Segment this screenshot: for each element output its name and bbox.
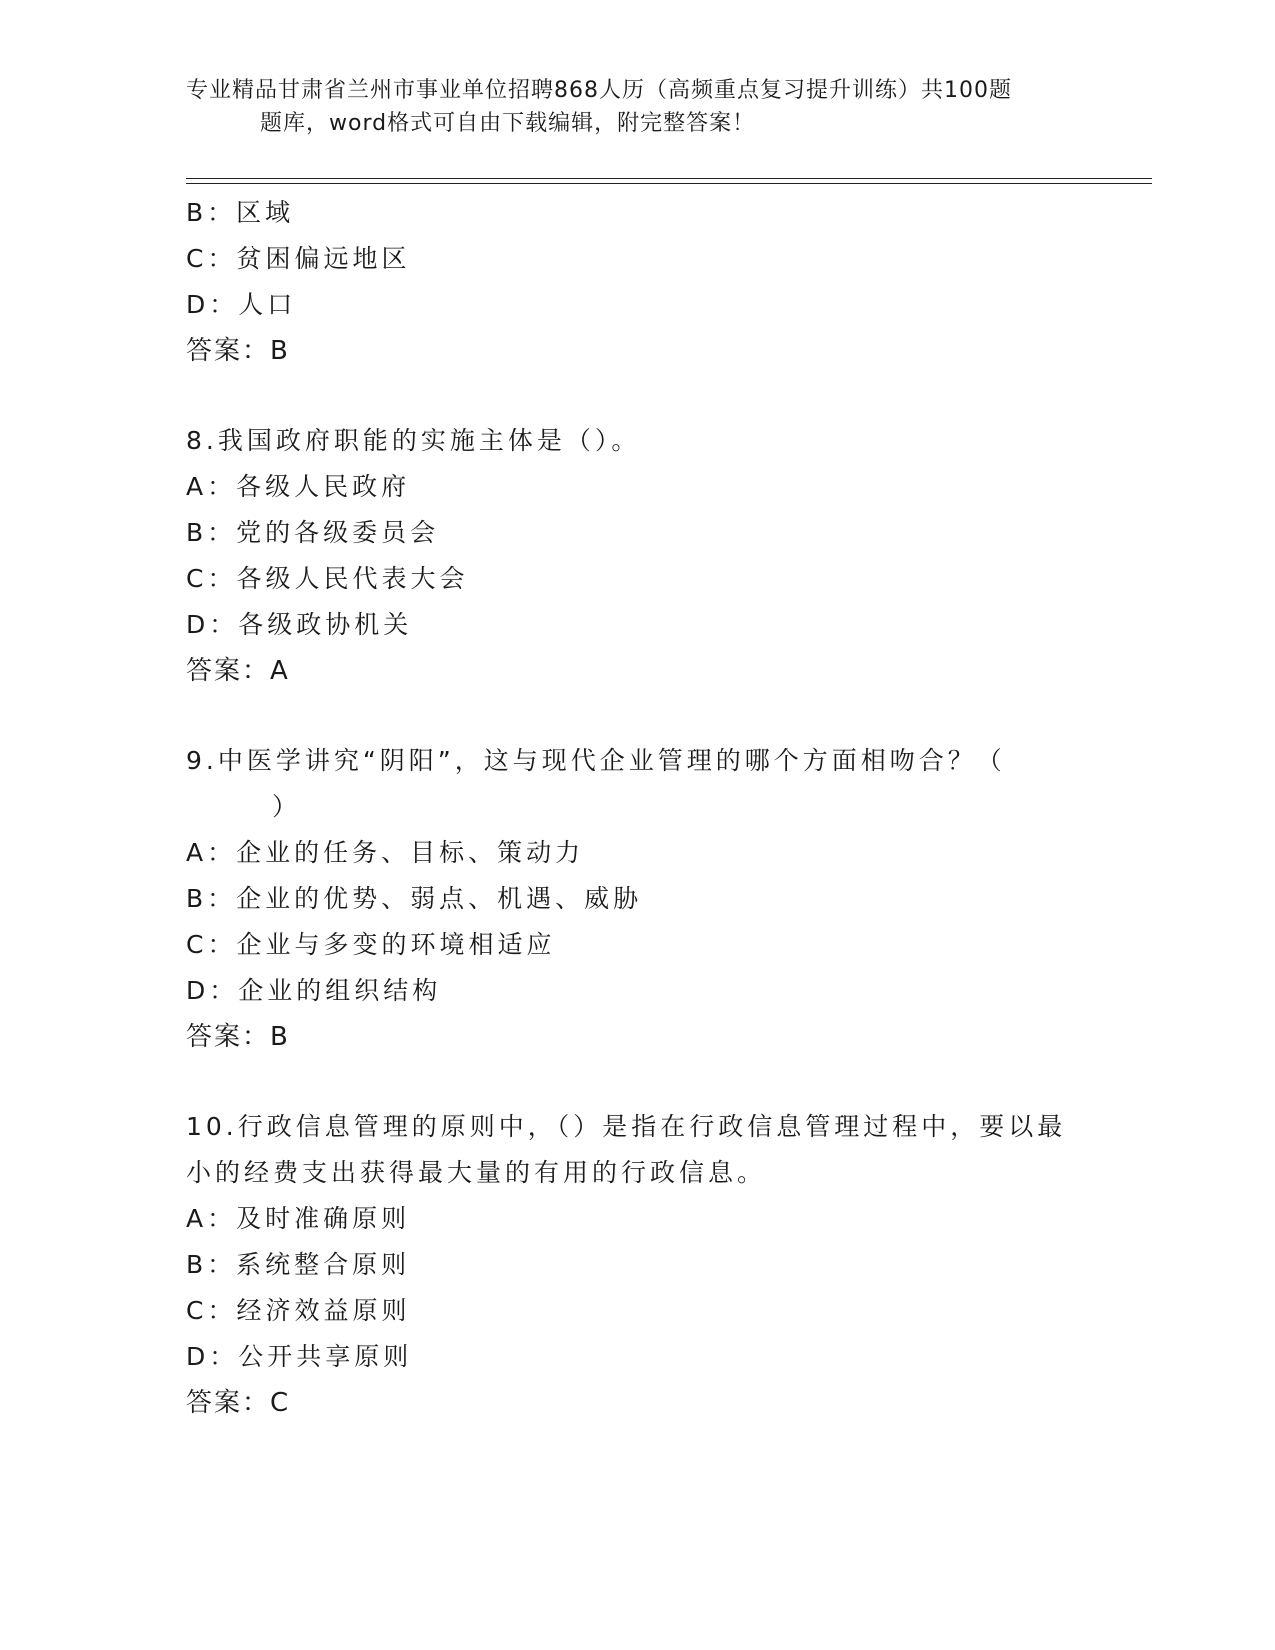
- question-10-block: [186, 1104, 1086, 1426]
- q7-answer: 答案：B: [186, 336, 290, 366]
- q8-option-a: A：各级人民政府: [186, 472, 411, 501]
- header-title-line1: 专业精品甘肃省兰州市事业单位招聘868人历（高频重点复习提升训练）共100题: [186, 78, 1012, 103]
- q8-option-b: B：党的各级委员会: [186, 518, 440, 547]
- spacer: [186, 374, 1086, 418]
- q10-question-line1: 10.行政信息管理的原则中，（）是指在行政信息管理过程中，要以最: [186, 1112, 1067, 1141]
- q9-option-c: C：企业与多变的环境相适应: [186, 930, 556, 959]
- question-9-block: [186, 738, 1086, 1060]
- q9-option-b: B：企业的优势、弱点、机遇、威胁: [186, 884, 643, 913]
- q8-option-d: D：各级政协机关: [186, 610, 413, 639]
- q9-option-a: A：企业的任务、目标、策动力: [186, 838, 585, 867]
- q9-answer: 答案：B: [186, 1022, 290, 1052]
- header-divider-top: [186, 178, 1152, 179]
- question-8-block: [186, 418, 1086, 694]
- q10-question-line2: 小的经费支出获得最大量的有用的行政信息。: [186, 1158, 767, 1187]
- header-title-line2: 题库，word格式可自由下载编辑，附完整答案！: [260, 111, 756, 136]
- q10-option-b: B：系统整合原则: [186, 1250, 411, 1279]
- document-header: [186, 74, 1086, 140]
- question-7-block: [186, 190, 1086, 374]
- q10-option-c: C：经济效益原则: [186, 1296, 411, 1325]
- q7-option-c: C：贫困偏远地区: [186, 244, 411, 273]
- q8-question: 8.我国政府职能的实施主体是（）。: [186, 426, 641, 455]
- spacer: [186, 694, 1086, 738]
- q8-option-c: C：各级人民代表大会: [186, 564, 469, 593]
- q9-option-d: D：企业的组织结构: [186, 976, 442, 1005]
- q8-answer: 答案：A: [186, 656, 290, 686]
- question-list: [186, 190, 1086, 1426]
- q10-option-d: D：公开共享原则: [186, 1342, 413, 1371]
- q10-answer: 答案：C: [186, 1388, 291, 1418]
- header-divider-bottom: [186, 183, 1152, 184]
- q10-option-a: A：及时准确原则: [186, 1204, 411, 1233]
- q9-question-line1: 9.中医学讲究“阴阳”，这与现代企业管理的哪个方面相吻合？（: [186, 746, 1006, 775]
- q7-option-d: D：人口: [186, 290, 297, 319]
- q9-question-line2: ）: [272, 792, 302, 821]
- q7-option-b: B：区域: [186, 198, 295, 227]
- spacer: [186, 1060, 1086, 1104]
